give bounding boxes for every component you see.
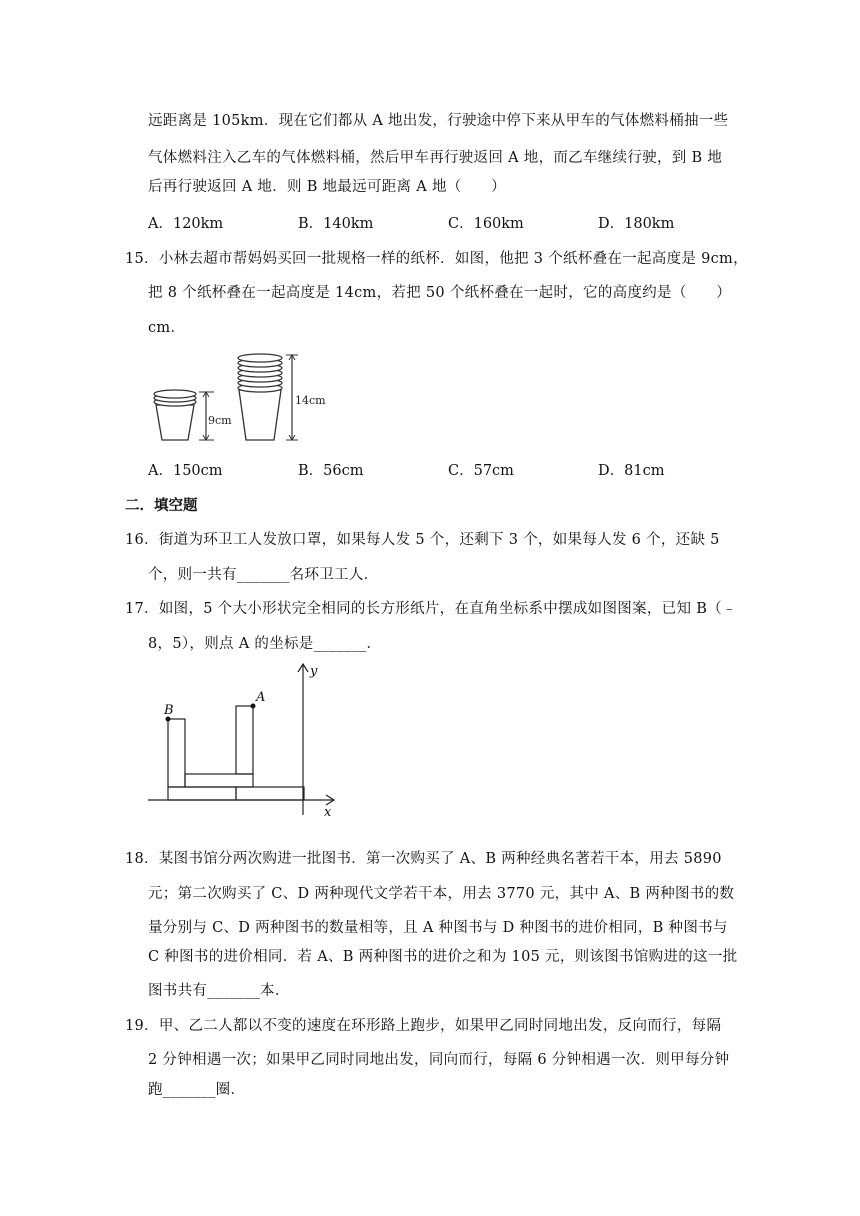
q16-line-2: 个，则一共有_______名环卫工人．: [148, 567, 379, 583]
q18-line-5: 图书共有_______本．: [148, 983, 290, 999]
q15-line-2: 把 8 个纸杯叠在一起高度是 14cm，若把 50 个纸杯叠在一起时，它的高度约是（ ）: [148, 285, 732, 301]
q17-line-2: 8，5），则点 A 的坐标是_______．: [148, 636, 382, 652]
q15-line-3: cm．: [148, 320, 186, 336]
q17-line-1: 17．如图，5 个大小形状完全相同的长方形纸片，在直角坐标系中摆成如图图案，已知 B（﹣: [125, 601, 737, 617]
coordinate-figure: [146, 660, 346, 820]
q19-line-2: 2 分钟相遇一次；如果甲乙同时同地出发，同向而行，每隔 6 分钟相遇一次．则甲每分钟: [148, 1052, 730, 1068]
q14-option-a: A．120km: [148, 216, 224, 232]
q14-option-c: C．160km: [448, 216, 524, 232]
q14-option-d: D．180km: [598, 216, 675, 232]
point-a-label: A: [256, 690, 266, 705]
q16-line-1: 16．街道为环卫工人发放口罩，如果每人发 5 个，还剩下 3 个，如果每人发 6 个，还缺 5: [125, 532, 720, 548]
q18-line-1: 18．某图书馆分两次购进一批图书．第一次购买了 A、B 两种经典名著若干本，用去 5890: [125, 851, 722, 867]
q15-option-a: A．150cm: [148, 463, 223, 479]
large-stack-height-label: 14cm: [295, 394, 326, 407]
q14-line-3: 后再行驶返回 A 地．则 B 地最远可距离 A 地（ ）: [148, 179, 506, 195]
q15-option-d: D．81cm: [598, 463, 665, 479]
q15-line-1: 15．小林去超市帮妈妈买回一批规格一样的纸杯．如图，他把 3 个纸杯叠在一起高度是 9cm，: [125, 251, 748, 267]
y-axis-label: y: [310, 664, 318, 679]
q15-option-c: C．57cm: [448, 463, 514, 479]
q18-line-3: 量分别与 C、D 两种图书的数量相等，且 A 种图书与 D 种图书的进价相同，B 种图书与: [148, 920, 728, 936]
q18-line-4: C 种图书的进价相同．若 A、B 两种图书的进价之和为 105 元，则该图书馆购进的这一批: [148, 949, 738, 965]
q19-line-1: 19．甲、乙二人都以不变的速度在环形路上跑步，如果甲乙同时同地出发，反向而行，每隔: [125, 1018, 722, 1034]
section-heading: 二．填空题: [125, 497, 198, 514]
x-axis-label: x: [324, 805, 332, 820]
q14-line-1: 远距离是 105km．现在它们都从 A 地出发，行驶途中停下来从甲车的气体燃料桶抽一些: [148, 113, 729, 129]
q15-option-b: B．56cm: [298, 463, 364, 479]
point-a-dot: [251, 704, 256, 709]
small-stack-height-label: 9cm: [208, 414, 232, 427]
q14-line-2: 气体燃料注入乙车的气体燃料桶，然后甲车再行驶返回 A 地，而乙车继续行驶，到 B 地: [148, 150, 723, 166]
q14-option-b: B．140km: [298, 216, 374, 232]
q18-line-2: 元；第二次购买了 C、D 两种现代文学若干本，用去 3770 元，其中 A、B 两种图书的数: [148, 886, 735, 902]
point-b-label: B: [164, 703, 174, 718]
q19-line-3: 跑_______圈．: [148, 1082, 246, 1098]
paper-cups-figure: [148, 350, 338, 445]
